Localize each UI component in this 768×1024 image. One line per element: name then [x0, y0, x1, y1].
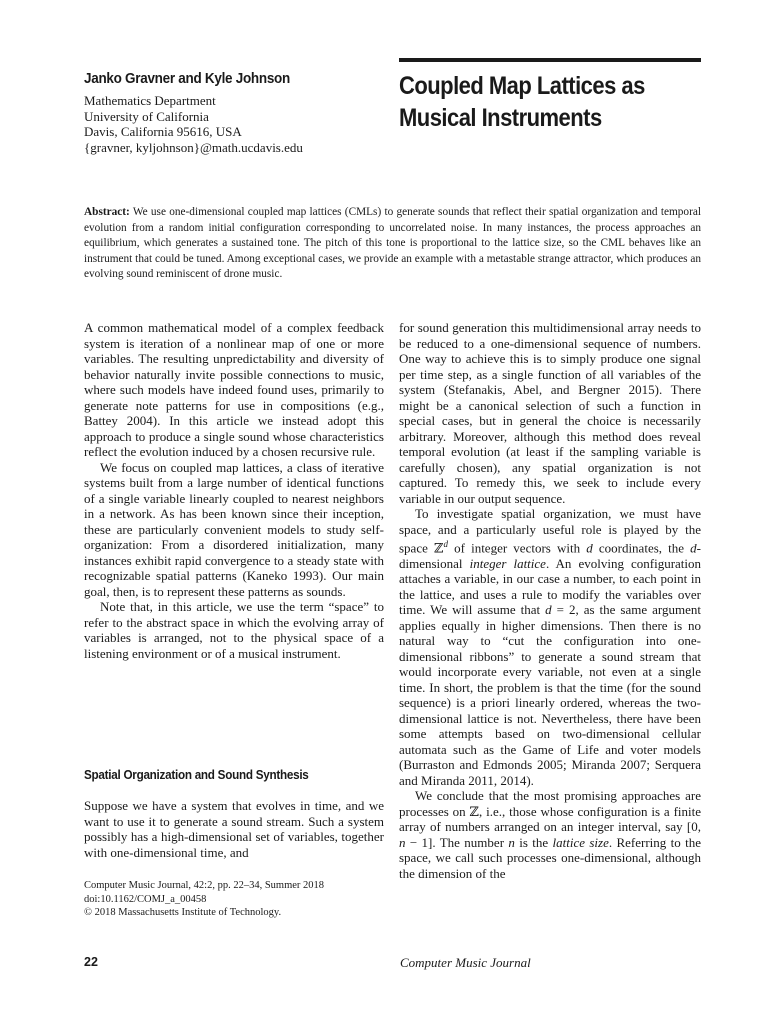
affiliation-line: Davis, California 95616, USA — [84, 124, 242, 139]
paragraph: A common mathematical model of a complex feedback system is iteration of a nonlinear map of one or more variables. The resulting unpredictability and diversity of behavior naturally invite possible connections to music, where such models have indeed found uses, primarily to generate note patterns for use in compositions (e.g., Battey 2004). In this article we instead adopt this approach to produce a single sound whose characteristics reflect the evolution induced by a chosen recursive rule. — [84, 320, 384, 459]
paragraph: Suppose we have a system that evolves in time, and we want to use it to generate a sound stream. Such a system possibly has a high-dimensional set of variables, together with one-dimensional time, and — [84, 798, 384, 860]
abstract-label: Abstract: — [84, 206, 130, 218]
left-column — [84, 320, 384, 661]
title-line: Coupled Map Lattices as — [399, 72, 645, 100]
right-column — [399, 320, 701, 881]
affiliation-line: University of California — [84, 108, 209, 124]
affiliation — [84, 93, 384, 155]
paragraph: To investigate spatial organization, we must have space, and a particularly useful role is played by the space ℤ$^d$ of integer vectors with d coordinates, the d-dimensional integer lattice. An evolving configuration attaches a variable, in our case a number, to each point in the lattice, and uses a rule to modify the variables over time. We will assume that d = 2, as the same argument applies equally in higher dimensions. Then there is no natural way to “cut the configuration into one-dimensional ribbons” to generate a sound stream that would incorporate every variable, not even at a single time. In short, the problem is that the time (for the sound sequence) is a priori linearly ordered, whereas the two-dimensional lattice is not. Nevertheless, there have been some attempts based on two-dimensional cellular automata such as the Game of Life and voter models (Burraston and Edmonds 2005; Miranda 2007; Serquera and Miranda 2011, 2014). — [399, 506, 702, 788]
abstract-text: We use one-dimensional coupled map lattices (CMLs) to generate sounds that reflect their spatial organization and temporal evolution from a random initial configuration corresponding to uncorrelated noise. In many instances, the process approaches an equilibrium, which generates a sustained tone. The pitch of this tone is proportional to the lattice size, so the CML behaves like an instrument that could be tuned. Among exceptional cases, we provide an example with a metastable strange attractor, which produces an evolving sound reminiscent of drone music. — [84, 206, 701, 281]
article-title — [399, 70, 672, 134]
left-column-continued — [84, 798, 384, 860]
term-integer-lattice: integer lattice — [469, 555, 546, 571]
paragraph: We focus on coupled map lattices, a class of iterative systems built from a large number of identical functions of a single variable linearly coupled to nearest neighbors in a network. As has been known since their inception, these are particularly convenient models to study self-organization: From a disordered initialization, many instances exhibit rapid convergence to a steady state with recognizable spatial patterns (Kaneko 1993). Our main goal, then, is to represent these patterns as sounds. — [84, 459, 384, 599]
term-lattice-size: lattice size — [552, 834, 609, 850]
authors: Janko Gravner and Kyle Johnson — [84, 71, 290, 87]
author-email: {gravner, kyljohnson}@math.ucdavis.edu — [84, 139, 303, 155]
doi: doi:10.1162/COMJ_a_00458 — [84, 893, 207, 905]
title-line: Musical Instruments — [399, 104, 602, 132]
abstract — [84, 205, 701, 283]
title-rule — [399, 58, 701, 62]
integer-set-symbol: ℤ — [469, 803, 480, 819]
integer-set-symbol: ℤ — [434, 540, 444, 556]
publication-info — [84, 879, 384, 920]
section-heading: Spatial Organization and Sound Synthesis — [84, 767, 309, 782]
copyright: © 2018 Massachusetts Institute of Technology. — [84, 907, 282, 918]
paragraph: We conclude that the most promising approaches are processes on ℤ, i.e., those whose configuration is a finite array of numbers arranged on an integer interval, say [0, n − 1]. The number n is the lattice size. Referring to the space, we call such processes one-dimensional, although the dimension of the — [399, 788, 701, 881]
affiliation-line: Mathematics Department — [84, 93, 216, 108]
citation: Computer Music Journal, 42:2, pp. 22–34, Summer 2018 — [84, 880, 325, 891]
paragraph: for sound generation this multidimensional array needs to be reduced to a one-dimensional sequence of numbers. One way to achieve this is to simply produce one signal per time step, as a single function of all variables of the system (Stefanakis, Abel, and Bergner 2015). There might be a canonical selection of such a function in special cases, but in general the choice is necessarily arbitrary. Moreover, although this method does reveal temporal evolution (at least if the sampling variable is carefully chosen), any spatial organization is not captured. To remedy this, we seek to include every variable in our output sequence. — [399, 320, 701, 506]
page-number: 22 — [84, 955, 98, 969]
paragraph: Note that, in this article, we use the term “space” to refer to the abstract space in which the evolving array of variables is arranged, not to the physical space of a listening environment or of a musical instrument. — [84, 599, 384, 661]
dimension-superscript: d — [443, 539, 448, 549]
journal-name: Computer Music Journal — [400, 955, 531, 970]
